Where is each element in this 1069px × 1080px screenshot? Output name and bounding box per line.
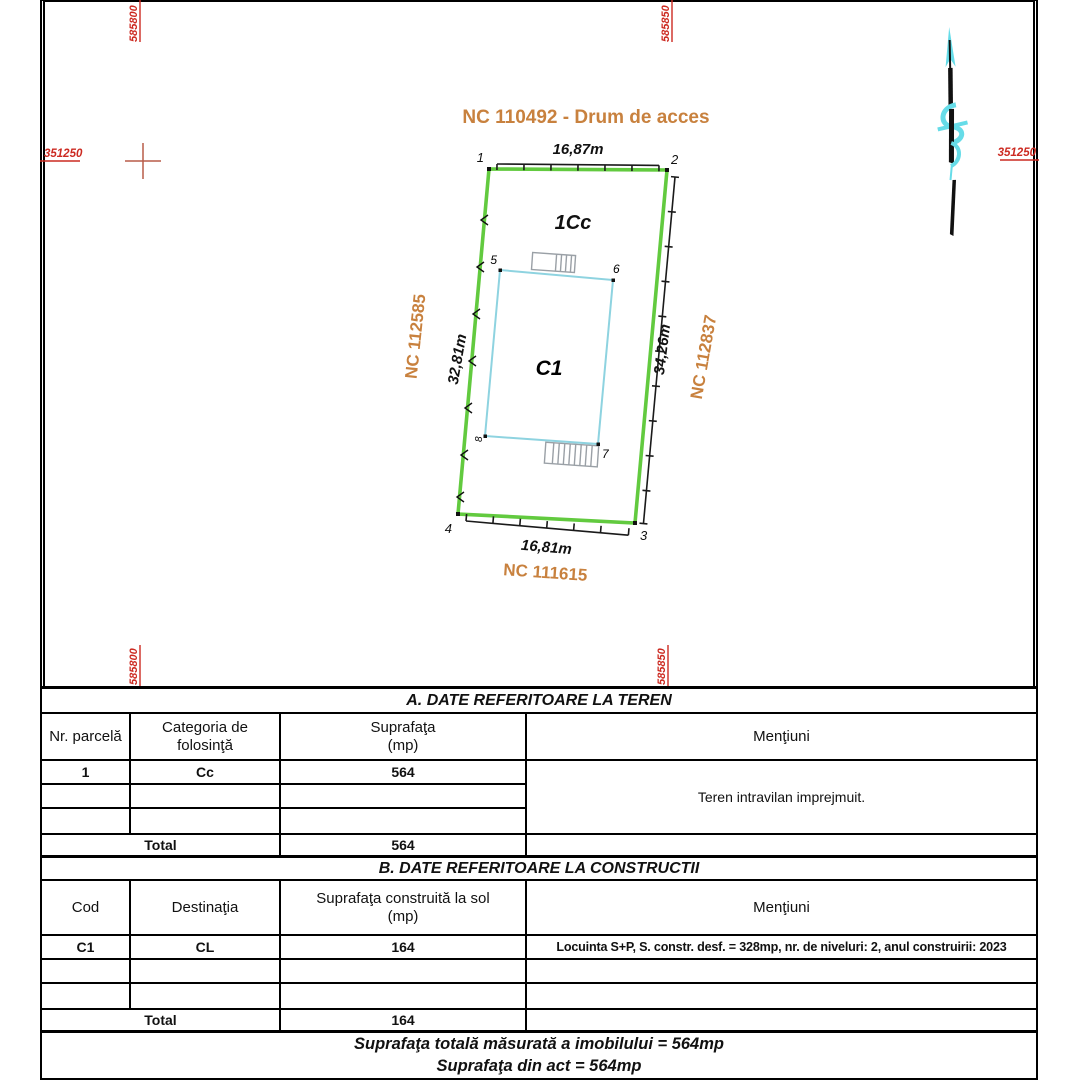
grid-cross-icon: [125, 143, 161, 179]
empty-cell: [131, 785, 281, 809]
parcel-dim-top: 16,87m: [552, 141, 604, 158]
empty-cell: [281, 984, 527, 1008]
summary-footer: [42, 1033, 1036, 1078]
table-b-header-destinatia: Destinaţia: [131, 881, 281, 934]
table-a-cell-nr: 1: [42, 761, 131, 785]
table-b-total-value: 164: [281, 1010, 527, 1030]
table-b-total-label: Total: [42, 1010, 281, 1030]
table-a-header-nr-parcela: Nr. parcelă: [42, 714, 131, 759]
neighbor-right-label: NC 112837: [686, 313, 721, 401]
coord-top-right: 585850: [660, 5, 672, 42]
empty-cell: [281, 809, 527, 833]
empty-cell: [42, 984, 131, 1008]
table-a-cell-suprafata: 564: [281, 761, 527, 785]
table-b-header-suprafata-line1: Suprafaţa construită la sol: [316, 890, 490, 908]
empty-cell: [42, 960, 131, 984]
parcel-corner-1-label: 1: [476, 150, 484, 165]
table-b-cell-destinatia: CL: [131, 936, 281, 960]
table-b-header-suprafata: [281, 881, 527, 934]
empty-cell: [131, 984, 281, 1008]
table-b-mentions: Locuinta S+P, S. constr. desf. = 328mp, nr. de niveluri: 2, anul construirii: 2023: [527, 936, 1036, 960]
parcel-dim-bottom: 16,81m: [520, 536, 573, 559]
deed-area: Suprafaţa din act = 564mp: [436, 1056, 642, 1075]
section-a-title: A. DATE REFERITOARE LA TEREN: [42, 689, 1036, 714]
table-b-header-mentiuni: Menţiuni: [753, 898, 810, 916]
parcel-corner-3-label: 3: [640, 528, 648, 543]
coord-top-left: 585800: [128, 5, 140, 42]
coord-right: 351250: [997, 147, 1036, 159]
parcel-corner-4-label: 4: [444, 521, 452, 536]
parcel-corner-2-label: 2: [671, 152, 679, 167]
building-corner-6-label: 6: [613, 262, 620, 276]
table-a-total-label: Total: [42, 835, 281, 855]
table-a-header-suprafata: [281, 714, 527, 759]
table-a-body: [42, 761, 1036, 835]
parcel-dim-left: 32,81m: [444, 332, 471, 386]
parcel-dim-right: 34,26m: [650, 323, 675, 376]
coord-left: 351250: [44, 148, 83, 160]
empty-cell: [281, 960, 527, 984]
building-label: C1: [535, 357, 563, 380]
table-a-cell-categoria: Cc: [131, 761, 281, 785]
table-a-total-value: 564: [281, 835, 527, 855]
north-arrow-icon: [934, 26, 971, 236]
empty-cell: [131, 960, 281, 984]
table-b-header-row: [42, 881, 1036, 936]
empty-cell: [281, 785, 527, 809]
table-a-total-row: [42, 835, 1036, 858]
table-b-cell-suprafata: 164: [281, 936, 527, 960]
building-corner-7-label: 7: [602, 447, 609, 461]
empty-cell: [131, 809, 281, 833]
empty-cell: [527, 984, 1036, 1008]
neighbor-bottom-label: NC 111615: [502, 560, 589, 585]
table-a-mentions: Teren intravilan imprejmuit.: [697, 788, 866, 805]
building-corner-8-label: 8: [474, 436, 485, 442]
table-b-header-suprafata-line2: (mp): [387, 907, 419, 925]
table-a-header-mentiuni: Menţiuni: [753, 727, 810, 745]
table-a-header-suprafata-line1: Suprafaţa: [370, 719, 436, 737]
table-b-header-cod: Cod: [42, 881, 131, 934]
empty-cell: [527, 835, 1036, 855]
neighbor-left-label: NC 112585: [401, 293, 430, 380]
table-a-header-suprafata-line2: (mp): [387, 736, 419, 754]
table-b-cell-cod: C1: [42, 936, 131, 960]
stairs-top: [531, 253, 575, 273]
table-a-header-categoria: Categoria de folosinţă: [131, 714, 281, 759]
stairs-bottom: [544, 442, 598, 467]
coord-bottom-right: 585850: [656, 648, 668, 685]
parcel-use-label: 1Cc: [554, 212, 592, 234]
empty-cell: [42, 785, 131, 809]
cadastral-data-tables: [40, 686, 1038, 1080]
table-b-body: [42, 936, 1036, 1010]
building-outline: [474, 253, 620, 461]
total-measured-area: Suprafaţa totală măsurată a imobilului = 564mp: [354, 1035, 724, 1054]
empty-cell: [42, 809, 131, 833]
table-b-total-row: [42, 1010, 1036, 1033]
section-b-title: B. DATE REFERITOARE LA CONSTRUCTII: [42, 858, 1036, 881]
coord-bottom-left: 585800: [128, 648, 140, 685]
table-a-header-row: [42, 714, 1036, 761]
neighbor-top-label: NC 110492 - Drum de acces: [462, 107, 710, 128]
empty-cell: [527, 960, 1036, 984]
building-corner-5-label: 5: [490, 253, 497, 267]
empty-cell: [527, 1010, 1036, 1030]
